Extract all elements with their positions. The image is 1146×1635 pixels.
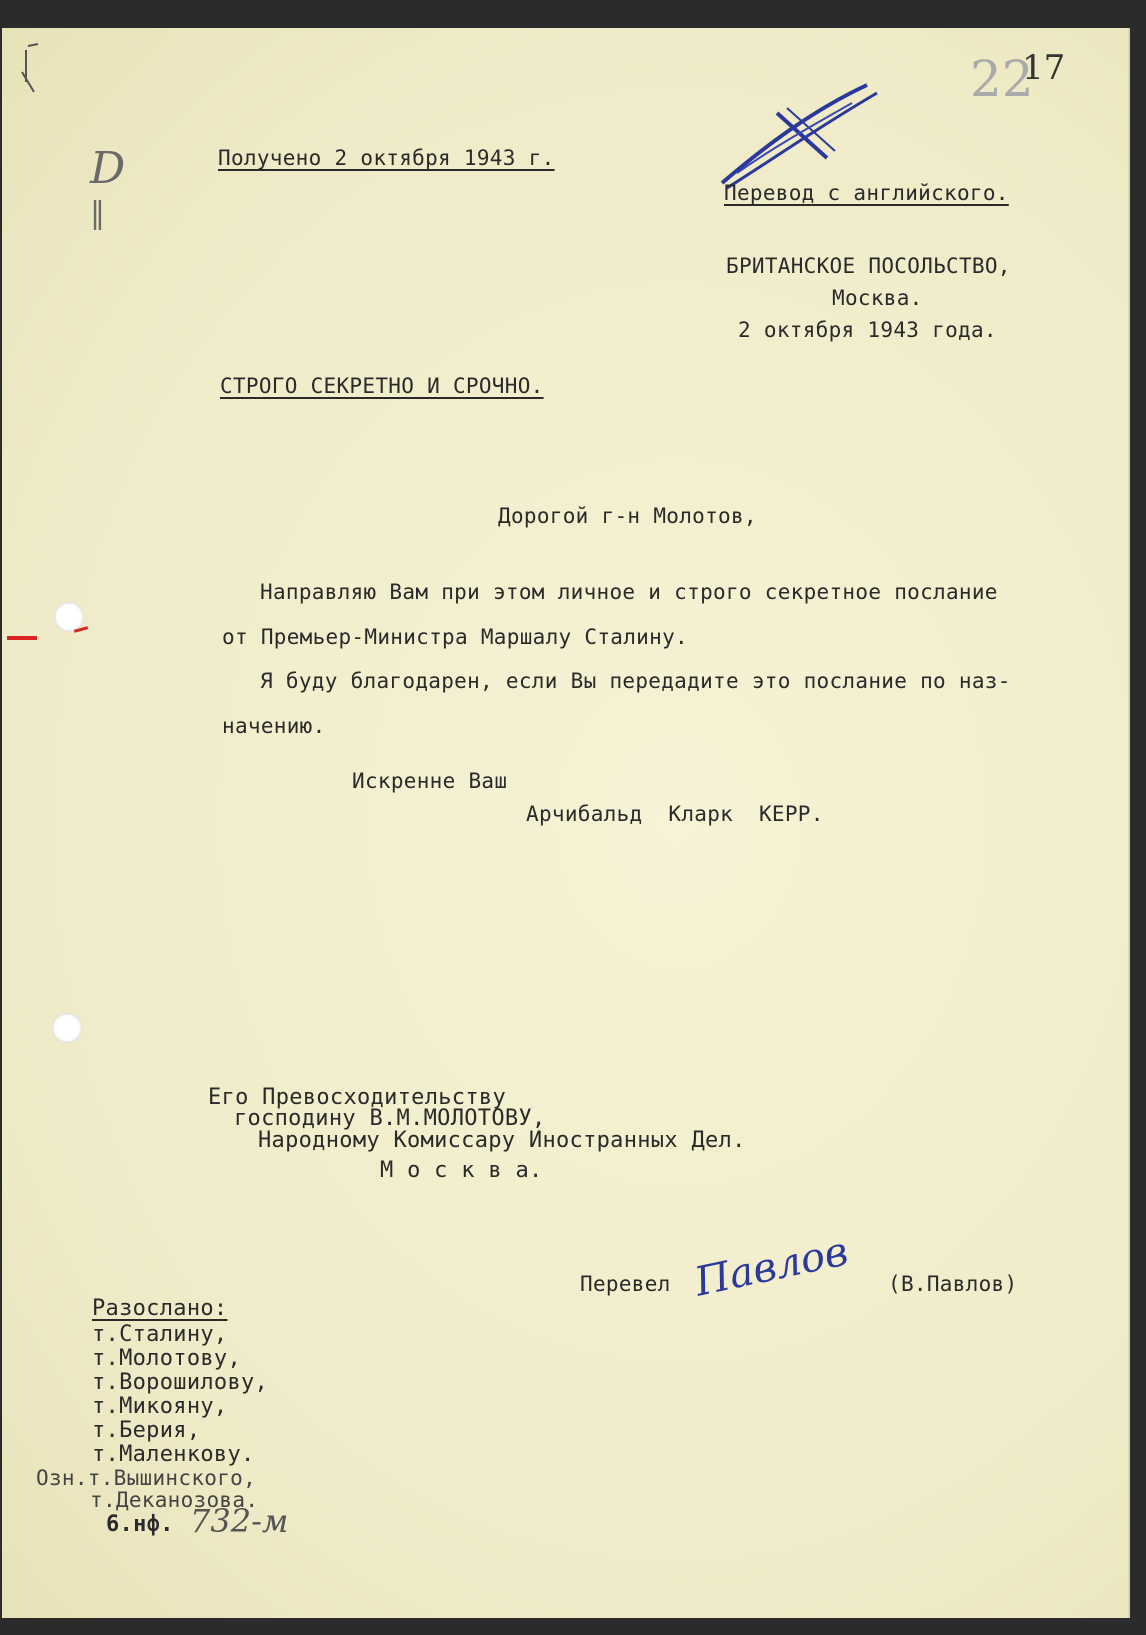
distribution-recipient: т.Берия, (92, 1418, 201, 1443)
distribution-recipient: т.Молотову, (92, 1346, 241, 1371)
distribution-heading: Разослано: (92, 1296, 228, 1321)
margin-mark-letter: D (90, 143, 126, 194)
body-p1-line2: от Премьер-Министра Маршалу Сталину. (222, 625, 688, 649)
body-p1-line1: Направляю Вам при этом личное и строго секретное послание (260, 580, 998, 604)
document-page (2, 28, 1130, 1618)
archive-number-crossed: 22 (970, 50, 1034, 108)
addressee-line-4: М о с к в а. (380, 1158, 543, 1183)
signatory: Арчибальд Кларк КЕРР. (526, 802, 824, 826)
translator-name: (В.Павлов) (888, 1272, 1018, 1296)
sender-line-2: Москва. (832, 286, 923, 310)
distribution-recipient: т.Сталину, (92, 1322, 228, 1347)
distribution-recipient: т.Ворошилову, (92, 1370, 269, 1395)
sender-line-3: 2 октября 1943 года. (738, 318, 997, 342)
copies-count: 6.нф. (106, 1512, 174, 1537)
closing: Искренне Ваш (352, 769, 508, 793)
received-date: Получено 2 октября 1943 г. (218, 146, 555, 170)
translator-signature: Павлов (690, 1228, 852, 1306)
blue-pencil-scribble (717, 73, 887, 193)
margin-mark-strokes: ‖ (90, 196, 105, 231)
margin-corner-mark (20, 42, 50, 92)
addressee-line-3: Народному Комиссару Иностранных Дел. (258, 1128, 746, 1153)
addressee-line-1: Его Превосходительству (208, 1085, 506, 1110)
body-p2-line2: начению. (222, 714, 326, 738)
translation-note: Перевод с английского. (724, 181, 1009, 205)
distribution-recipient: т.Маленкову. (92, 1442, 255, 1467)
red-margin-mark (7, 636, 37, 640)
translator-label: Перевел (580, 1272, 671, 1296)
greeting: Дорогой г-н Молотов, (498, 504, 757, 528)
punch-hole-bottom (52, 1013, 82, 1043)
distribution-recipient: т.Микояну, (92, 1394, 228, 1419)
ozn-line-1: Озн.т.Вышинского, (36, 1466, 257, 1490)
ozn-line-2: т.Деканозова. (90, 1488, 259, 1512)
archive-number: 17 (1022, 48, 1066, 88)
addressee-line-2: господину В.М.МОЛОТОВУ, (234, 1106, 546, 1131)
sender-line-1: БРИТАНСКОЕ ПОСОЛЬСТВО, (726, 254, 1011, 278)
body-p2-line1: Я буду благодарен, если Вы передадите это послание по наз- (260, 669, 1011, 693)
reference-number: 732-м (190, 1502, 289, 1540)
classification: СТРОГО СЕКРЕТНО И СРОЧНО. (220, 374, 544, 398)
